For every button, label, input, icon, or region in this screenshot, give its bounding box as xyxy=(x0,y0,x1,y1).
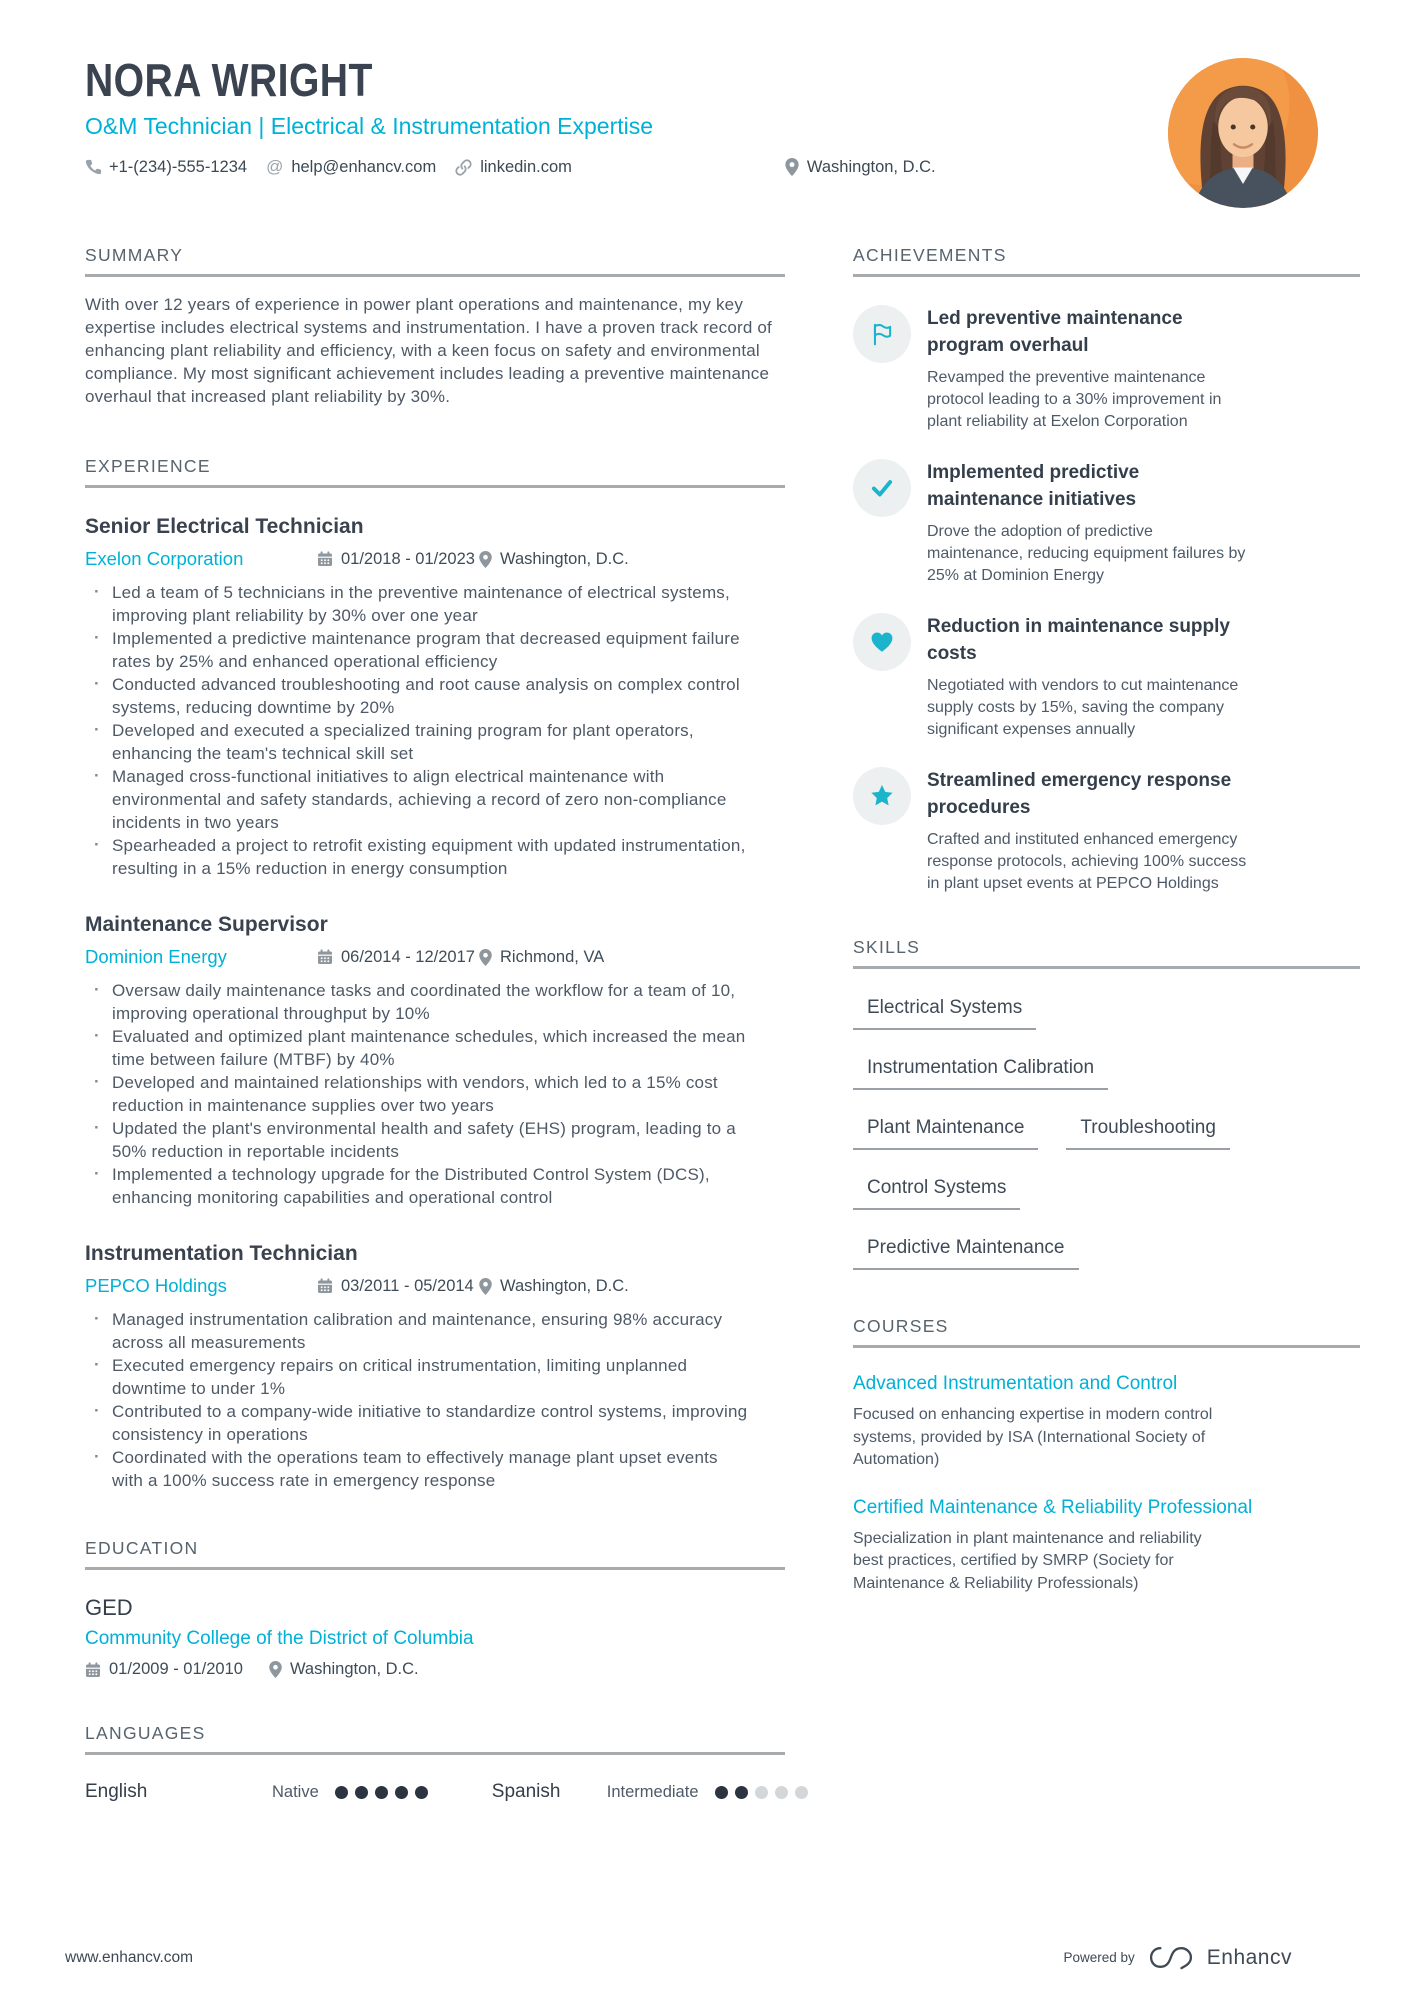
skill-item: Plant Maintenance xyxy=(853,1117,1038,1150)
job-dates-text: 03/2011 - 05/2014 xyxy=(341,1276,474,1295)
school-name: Community College of the District of Columbia xyxy=(85,1628,474,1649)
achievements-section xyxy=(853,245,1360,895)
job-bullet xyxy=(85,719,753,765)
education-section xyxy=(85,1538,785,1679)
job-entry xyxy=(85,1240,785,1492)
job-dates xyxy=(317,948,479,967)
proficiency-dot-empty xyxy=(775,1786,788,1799)
bullet-dot: · xyxy=(94,1072,100,1091)
bullet-text: Oversaw daily maintenance tasks and coordinated the workflow for a team of 10, improving operational throughput by 10% xyxy=(112,981,736,1023)
job-bullet xyxy=(85,1308,753,1354)
skill-item: Troubleshooting xyxy=(1066,1117,1230,1150)
course-description: Specialization in plant maintenance and reliability best practices, certified by SMRP (Society for Maintenance & Reliability Professionals) xyxy=(853,1529,1202,1592)
company-name: PEPCO Holdings xyxy=(85,1275,227,1296)
courses-section-title: COURSES xyxy=(853,1316,1360,1348)
achievements-section-title: ACHIEVEMENTS xyxy=(853,245,1360,277)
bullet-text: Managed instrumentation calibration and maintenance, ensuring 98% accuracy across all measurements xyxy=(112,1310,723,1352)
achievement-title: Implemented predictive maintenance initiatives xyxy=(927,462,1140,510)
job-bullet xyxy=(85,765,753,834)
jobs-list xyxy=(85,513,785,1492)
achievement-item xyxy=(853,613,1360,741)
bullet-text: Executed emergency repairs on critical instrumentation, limiting unplanned downtime to under 1% xyxy=(112,1356,688,1398)
education-dates xyxy=(85,1660,243,1679)
calendar-icon xyxy=(317,1278,333,1294)
bullet-text: Managed cross-functional initiatives to align electrical maintenance with environmental and safety standards, achieving a record of zero non-compliance incidents in two years xyxy=(112,767,727,832)
achievement-text xyxy=(927,459,1252,587)
achievement-title: Led preventive maintenance program overhaul xyxy=(927,308,1183,356)
achievement-description: Negotiated with vendors to cut maintenance supply costs by 15%, saving the company significant expenses annually xyxy=(927,677,1239,738)
skills-row xyxy=(853,1237,1360,1270)
job-bullet xyxy=(85,1025,753,1071)
proficiency-dot-filled xyxy=(735,1786,748,1799)
skills-row xyxy=(853,997,1360,1030)
languages-section-title: LANGUAGES xyxy=(85,1723,785,1755)
contact-location xyxy=(785,158,936,177)
job-location xyxy=(479,550,629,569)
job-bullets xyxy=(85,1308,785,1492)
contact-linkedin[interactable] xyxy=(455,158,572,177)
job-bullet xyxy=(85,673,753,719)
proficiency-dot-empty xyxy=(795,1786,808,1799)
achievement-description: Drove the adoption of predictive maintenance, reducing equipment failures by 25% at Dominion Energy xyxy=(927,523,1246,584)
company-name: Dominion Energy xyxy=(85,946,227,967)
language-item xyxy=(492,1781,808,1803)
achievement-icon-circle xyxy=(853,613,911,671)
skills-section-title: SKILLS xyxy=(853,937,1360,969)
avatar-illustration xyxy=(1168,58,1318,208)
proficiency-dot-filled xyxy=(335,1786,348,1799)
summary-section-title: SUMMARY xyxy=(85,245,785,277)
bullet-dot: · xyxy=(94,720,100,739)
page-footer xyxy=(65,1944,1292,1971)
job-location xyxy=(479,1277,629,1296)
degree: GED xyxy=(85,1595,133,1620)
job-bullet xyxy=(85,979,753,1025)
course-title: Advanced Instrumentation and Control xyxy=(853,1373,1178,1394)
achievement-icon-circle xyxy=(853,767,911,825)
contact-email-text: help@enhancv.com xyxy=(291,157,437,176)
language-proficiency-dots xyxy=(715,1786,808,1799)
location-pin-icon xyxy=(479,949,492,966)
calendar-icon xyxy=(317,949,333,965)
bullet-dot: · xyxy=(94,980,100,999)
achievement-text xyxy=(927,613,1252,741)
bullet-dot: · xyxy=(94,628,100,647)
person-name: NORA WRIGHT xyxy=(85,54,373,106)
course-title: Certified Maintenance & Reliability Professional xyxy=(853,1496,1253,1518)
job-entry xyxy=(85,911,785,1209)
language-level: Intermediate xyxy=(606,1782,699,1801)
skill-item: Control Systems xyxy=(853,1177,1020,1210)
headline: O&M Technician | Electrical & Instrumentation Expertise xyxy=(85,113,654,139)
proficiency-dot-empty xyxy=(755,1786,768,1799)
achievement-description: Crafted and instituted enhanced emergency response protocols, achieving 100% success in plant upset events at PEPCO Holdings xyxy=(927,831,1247,892)
job-bullets xyxy=(85,979,785,1209)
skills-section xyxy=(853,937,1360,1270)
powered-by-label: Powered by xyxy=(1063,1950,1135,1965)
skills-row xyxy=(853,1057,1360,1090)
job-bullet xyxy=(85,627,753,673)
contact-row xyxy=(85,157,1360,177)
header xyxy=(0,0,1410,177)
education-section-title: EDUCATION xyxy=(85,1538,785,1570)
bullet-dot: · xyxy=(94,1355,100,1374)
contact-location-text: Washington, D.C. xyxy=(806,157,936,176)
course-item xyxy=(853,1495,1360,1596)
bullet-dot: · xyxy=(94,1164,100,1183)
achievement-title: Streamlined emergency response procedures xyxy=(927,770,1232,818)
achievement-text xyxy=(927,305,1252,433)
company-name: Exelon Corporation xyxy=(85,548,244,569)
language-item xyxy=(85,1781,428,1803)
contact-email[interactable] xyxy=(266,157,436,177)
job-title: Maintenance Supervisor xyxy=(85,913,328,936)
language-name: English xyxy=(85,1781,148,1802)
bullet-text: Implemented a technology upgrade for the Distributed Control System (DCS), enhancing monitoring capabilities and operational control xyxy=(112,1165,710,1207)
heart-icon xyxy=(869,629,895,655)
summary-section xyxy=(85,245,785,408)
job-location-text: Richmond, VA xyxy=(500,947,605,966)
at-icon: @ xyxy=(266,157,284,176)
location-pin-icon xyxy=(785,158,799,176)
skill-item: Electrical Systems xyxy=(853,997,1036,1030)
content-columns xyxy=(0,245,1410,1803)
skill-item: Predictive Maintenance xyxy=(853,1237,1079,1270)
proficiency-dot-filled xyxy=(355,1786,368,1799)
bullet-text: Spearheaded a project to retrofit existing equipment with updated instrumentation, resulting in a 15% reduction in energy consumption xyxy=(112,836,746,878)
phone-icon xyxy=(85,159,101,175)
bullet-dot: · xyxy=(94,1026,100,1045)
bullet-text: Coordinated with the operations team to effectively manage plant upset events with a 100% success rate in emergency response xyxy=(112,1448,718,1490)
proficiency-dot-filled xyxy=(415,1786,428,1799)
job-title: Instrumentation Technician xyxy=(85,1242,358,1265)
job-bullet xyxy=(85,1163,753,1209)
profile-photo xyxy=(1168,58,1318,208)
courses-list xyxy=(853,1371,1360,1595)
calendar-icon xyxy=(85,1662,101,1678)
achievement-title: Reduction in maintenance supply costs xyxy=(927,616,1230,664)
summary-text: With over 12 years of experience in power plant operations and maintenance, my key expertise includes electrical systems and instrumentation. I have a proven track record of enhancing plant reliability and efficiency, with a keen focus on safety and environmental compliance. My most significant achievement includes leading a preventive maintenance overhaul that increased plant reliability by 30%. xyxy=(85,295,772,406)
bullet-dot: · xyxy=(94,582,100,601)
job-location-text: Washington, D.C. xyxy=(500,1276,629,1295)
job-bullet xyxy=(85,834,753,880)
job-dates xyxy=(317,550,479,569)
proficiency-dot-filled xyxy=(715,1786,728,1799)
job-bullets xyxy=(85,581,785,880)
skills-row xyxy=(853,1177,1360,1210)
bullet-text: Conducted advanced troubleshooting and root cause analysis on complex control systems, reducing downtime by 20% xyxy=(112,675,740,717)
check-icon xyxy=(869,475,895,501)
job-bullet xyxy=(85,1117,753,1163)
bullet-text: Led a team of 5 technicians in the preventive maintenance of electrical systems, improving plant reliability by 30% over one year xyxy=(112,583,730,625)
bullet-text: Updated the plant's environmental health and safety (EHS) program, leading to a 50% reduction in reportable incidents xyxy=(112,1119,736,1161)
job-bullet xyxy=(85,1446,753,1492)
experience-section-title: EXPERIENCE xyxy=(85,456,785,488)
course-description: Focused on enhancing expertise in modern control systems, provided by ISA (International Society of Automation) xyxy=(853,1406,1213,1468)
powered-by xyxy=(1063,1944,1292,1971)
achievement-item xyxy=(853,305,1360,433)
footer-site-link[interactable]: www.enhancv.com xyxy=(65,1948,194,1966)
job-bullet xyxy=(85,1354,753,1400)
language-proficiency-dots xyxy=(335,1786,428,1799)
course-item xyxy=(853,1371,1360,1472)
achievement-item xyxy=(853,767,1360,895)
skill-item: Instrumentation Calibration xyxy=(853,1057,1108,1090)
flag-icon xyxy=(869,321,895,347)
enhancv-logo-icon xyxy=(1148,1944,1194,1971)
achievement-description: Revamped the preventive maintenance protocol leading to a 30% improvement in plant reliability at Exelon Corporation xyxy=(927,369,1222,430)
skills-row xyxy=(853,1117,1360,1150)
bullet-dot: · xyxy=(94,1447,100,1466)
bullet-text: Developed and executed a specialized training program for plant operators, enhancing the team's technical skill set xyxy=(112,721,694,763)
job-location xyxy=(479,948,604,967)
achievements-list xyxy=(853,305,1360,895)
courses-section xyxy=(853,1316,1360,1595)
location-pin-icon xyxy=(269,1661,282,1678)
language-name: Spanish xyxy=(491,1781,561,1802)
location-pin-icon xyxy=(479,1278,492,1295)
languages-list xyxy=(85,1781,785,1803)
achievement-icon-circle xyxy=(853,305,911,363)
job-dates-text: 01/2018 - 01/2023 xyxy=(341,549,475,568)
left-column xyxy=(85,245,785,1803)
education-location xyxy=(269,1660,419,1679)
bullet-text: Contributed to a company-wide initiative to standardize control systems, improving consistency in operations xyxy=(112,1402,748,1444)
bullet-dot: · xyxy=(94,674,100,693)
bullet-dot: · xyxy=(94,835,100,854)
bullet-dot: · xyxy=(94,766,100,785)
job-location-text: Washington, D.C. xyxy=(500,549,629,568)
job-bullet xyxy=(85,1071,753,1117)
contact-phone xyxy=(85,158,247,177)
proficiency-dot-filled xyxy=(375,1786,388,1799)
bullet-text: Developed and maintained relationships with vendors, which led to a 15% cost reduction in maintenance supplies over two years xyxy=(112,1073,718,1115)
achievement-item xyxy=(853,459,1360,587)
calendar-icon xyxy=(317,551,333,567)
education-meta xyxy=(85,1660,785,1679)
job-bullet xyxy=(85,1400,753,1446)
job-bullet xyxy=(85,581,753,627)
job-entry xyxy=(85,513,785,880)
achievement-text xyxy=(927,767,1252,895)
achievement-icon-circle xyxy=(853,459,911,517)
job-meta xyxy=(85,546,785,572)
proficiency-dot-filled xyxy=(395,1786,408,1799)
languages-section xyxy=(85,1723,785,1803)
contact-phone-text: +1-(234)-555-1234 xyxy=(109,157,248,176)
star-icon xyxy=(869,783,895,809)
bullet-dot: · xyxy=(94,1309,100,1328)
right-column xyxy=(853,245,1360,1803)
enhancv-brand-text: Enhancv xyxy=(1206,1945,1292,1969)
job-meta xyxy=(85,944,785,970)
contact-linkedin-text: linkedin.com xyxy=(480,157,572,176)
job-dates xyxy=(317,1277,479,1296)
location-pin-icon xyxy=(479,551,492,568)
bullet-text: Evaluated and optimized plant maintenance schedules, which increased the mean time between failure (MTBF) by 40% xyxy=(112,1027,746,1069)
skills-list xyxy=(853,997,1360,1270)
experience-section xyxy=(85,456,785,1492)
link-icon xyxy=(455,159,472,176)
job-dates-text: 06/2014 - 12/2017 xyxy=(341,947,475,966)
job-meta xyxy=(85,1273,785,1299)
education-dates-text: 01/2009 - 01/2010 xyxy=(109,1660,243,1678)
bullet-text: Implemented a predictive maintenance program that decreased equipment failure rates by 25% and enhanced operational efficiency xyxy=(112,629,740,671)
language-level: Native xyxy=(272,1782,319,1801)
education-location-text: Washington, D.C. xyxy=(289,1660,419,1678)
bullet-dot: · xyxy=(94,1401,100,1420)
bullet-dot: · xyxy=(94,1118,100,1137)
job-title: Senior Electrical Technician xyxy=(85,515,364,538)
